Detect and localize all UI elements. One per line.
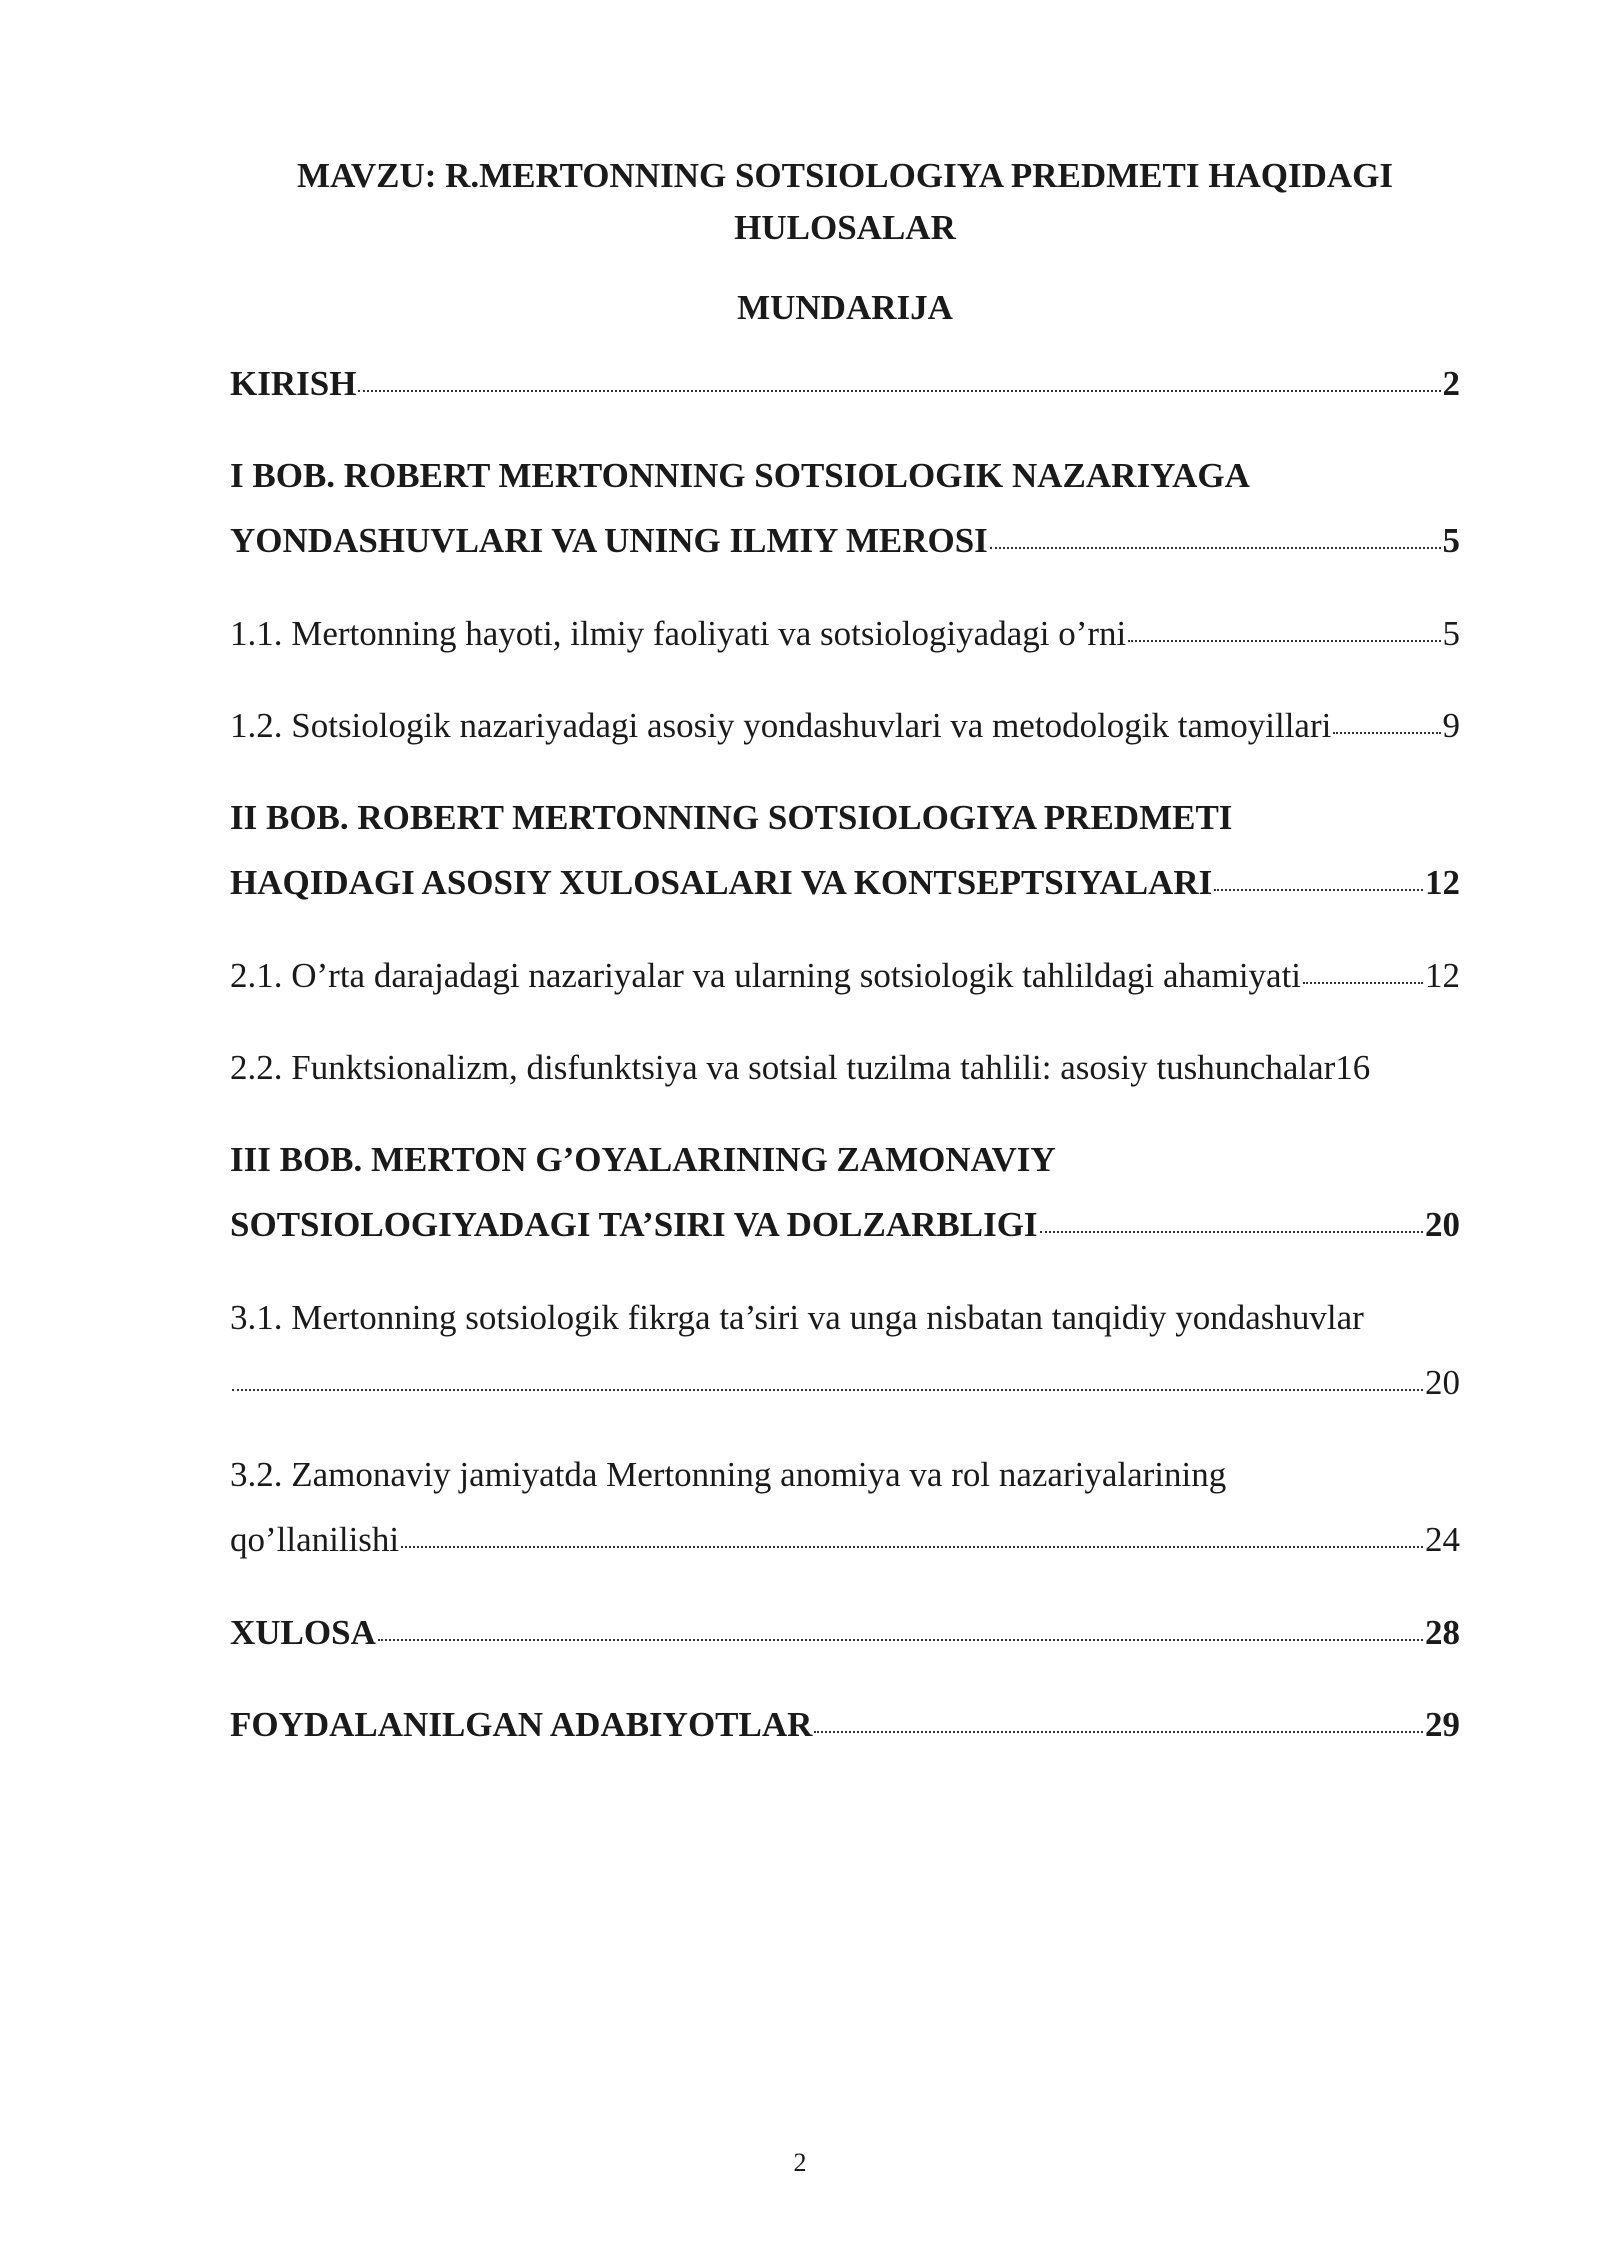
contents-heading: MUNDARIJA [737, 288, 953, 327]
toc-entry-label-line1: II BOB. ROBERT MERTONNING SOTSIOLOGIYA PREDMETI [230, 798, 1233, 837]
toc-entry-label-line2: YONDASHUVLARI VA UNING ILMIY MEROSI [230, 521, 988, 560]
dot-leader [1303, 982, 1423, 984]
toc-entry-chapter-1[interactable] [230, 450, 1460, 502]
dot-leader [1128, 640, 1440, 642]
toc-entry-references[interactable] [230, 1699, 1460, 1751]
toc-entry-label: 2.1. O’rta darajadagi nazariyalar va ularning sotsiologik tahlildagi ahamiyati [230, 956, 1302, 995]
toc-entry-label: 1.1. Mertonning hayoti, ilmiy faoliyati va sotsiologiyadagi o’rni [230, 614, 1127, 653]
toc-page-number: 12 [1425, 956, 1460, 995]
toc-page-number: 24 [1425, 1520, 1460, 1559]
dot-leader [232, 1389, 1423, 1391]
toc-page-number: 29 [1425, 1705, 1460, 1744]
toc-page-number: 12 [1425, 863, 1460, 902]
toc-entry-section-3-2-cont[interactable] [230, 1514, 1460, 1566]
toc-entry-section-3-2[interactable] [230, 1449, 1460, 1501]
toc-page-number: 20 [1425, 1363, 1460, 1402]
toc-entry-kirish[interactable] [230, 358, 1460, 410]
toc-entry-chapter-3[interactable] [230, 1134, 1460, 1186]
toc-entry-section-1-2[interactable] [230, 700, 1460, 752]
toc-entry-label-line2: HAQIDAGI ASOSIY XULOSALARI VA KONTSEPTSIYALARI [230, 863, 1213, 902]
toc-entry-chapter-1-cont[interactable] [230, 515, 1460, 567]
toc-entry-label-line2: SOTSIOLOGIYADAGI TA’SIRI VA DOLZARBLIGI [230, 1205, 1038, 1244]
toc-entry-label-line1: III BOB. MERTON G’OYALARINING ZAMONAVIY [230, 1140, 1056, 1179]
toc-entry-label-line2: qo’llanilishi [230, 1520, 400, 1559]
toc-entry-section-3-1-cont[interactable] [230, 1357, 1460, 1409]
toc-entry-section-2-1[interactable] [230, 950, 1460, 1002]
toc-page-number: 5 [1442, 521, 1460, 560]
toc-entry-chapter-2-cont[interactable] [230, 857, 1460, 909]
toc-entry-section-2-2[interactable] [230, 1042, 1460, 1094]
toc-entry-xulosa[interactable] [230, 1607, 1460, 1659]
dot-leader [1040, 1231, 1423, 1233]
page-number: 2 [793, 2148, 807, 2177]
toc-entry-label-line1: I BOB. ROBERT MERTONNING SOTSIOLOGIK NAZARIYAGA [230, 456, 1250, 495]
toc-entry-label: KIRISH [230, 364, 357, 403]
dot-leader [814, 1731, 1423, 1733]
toc-page-number: 5 [1442, 614, 1460, 653]
toc-entry-section-1-1[interactable] [230, 608, 1460, 660]
dot-leader [401, 1546, 1423, 1548]
toc-page-number: 2 [1442, 364, 1460, 403]
dot-leader [378, 1639, 1423, 1641]
toc-entry-label: FOYDALANILGAN ADABIYOTLAR [230, 1705, 813, 1744]
dot-leader [358, 390, 1440, 392]
toc-entry-label: 2.2. Funktsionalizm, disfunktsiya va sotsial tuzilma tahlili: asosiy tushunchalar [230, 1048, 1336, 1087]
toc-page-number: 28 [1425, 1613, 1460, 1652]
document-title: MAVZU: R.MERTONNING SOTSIOLOGIYA PREDMETI HAQIDAGI HULOSALAR [297, 156, 1393, 247]
toc-entry-section-3-1[interactable] [230, 1292, 1460, 1344]
toc-entry-label-line1: 3.2. Zamonaviy jamiyatda Mertonning anomiya va rol nazariyalarining [230, 1455, 1227, 1494]
table-of-contents [230, 0, 1460, 2262]
toc-page-number: 16 [1335, 1048, 1371, 1087]
toc-entry-chapter-3-cont[interactable] [230, 1199, 1460, 1251]
dot-leader [1214, 889, 1423, 891]
toc-entry-label-line1: 3.1. Mertonning sotsiologik fikrga ta’siri va unga nisbatan tanqidiy yondashuvlar [230, 1298, 1364, 1337]
toc-entry-label: 1.2. Sotsiologik nazariyadagi asosiy yondashuvlari va metodologik tamoyillari [230, 706, 1332, 745]
toc-entry-label: XULOSA [230, 1613, 376, 1652]
toc-page-number: 9 [1442, 706, 1460, 745]
toc-page-number: 20 [1425, 1205, 1460, 1244]
dot-leader [1333, 732, 1440, 734]
toc-entry-chapter-2[interactable] [230, 792, 1460, 844]
dot-leader [990, 547, 1441, 549]
